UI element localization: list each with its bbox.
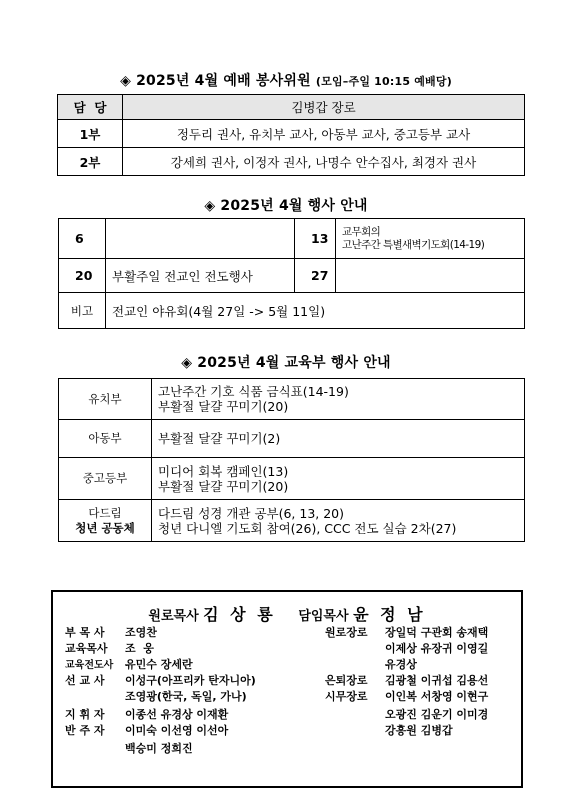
staff-role: 선 교 사 <box>65 674 105 687</box>
staff-row <box>65 706 228 722</box>
service-row-label: 2부 <box>58 148 123 176</box>
dept-event-line: 부활절 달걀 꾸미기(2) <box>158 431 281 446</box>
service-row-label: 1부 <box>58 120 123 148</box>
event-desc-line: 고난주간 특별새벽기도회(14-19) <box>342 238 485 251</box>
event-day: 27 <box>295 259 336 293</box>
dept-events <box>152 458 525 500</box>
event-day: 6 <box>59 219 106 259</box>
section-title-education <box>0 352 572 372</box>
section-title-service <box>0 70 572 90</box>
diamond-marker-icon: ◈ <box>181 355 193 371</box>
staff-row <box>65 722 228 738</box>
staff-names: 이종선 유경상 이재환 <box>125 708 229 721</box>
staff-row <box>325 722 453 738</box>
staff-names: 강흥원 김병갑 <box>385 724 453 737</box>
senior-pastor-name: 윤 정 남 <box>353 605 426 624</box>
table-row <box>59 219 525 259</box>
service-title: 2025년 4월 예배 봉사위원 <box>136 73 311 89</box>
dept-label: 중고등부 <box>59 458 152 500</box>
event-desc-line: 교무회의 <box>342 225 381 238</box>
events-title: 2025년 4월 행사 안내 <box>220 198 368 214</box>
table-row <box>59 259 525 293</box>
table-row <box>59 458 525 500</box>
staff-row <box>325 640 488 656</box>
staff-role: 교육전도사 <box>65 660 114 671</box>
staff-role: 원로장로 <box>325 626 368 639</box>
dept-event-line: 청년 다니엘 기도회 참여(26), CCC 전도 실습 2차(27) <box>158 520 457 536</box>
table-row <box>59 293 525 329</box>
service-row-value: 정두리 권사, 유치부 교사, 아동부 교사, 중고등부 교사 <box>123 120 525 148</box>
service-row-value: 강세희 권사, 이정자 권사, 나명수 안수집사, 최경자 권사 <box>123 148 525 176</box>
event-day: 13 <box>295 219 336 259</box>
event-desc <box>336 259 525 293</box>
header-value: 김병갑 장로 <box>123 95 525 120</box>
section-title-events <box>0 195 572 215</box>
staff-names: 이미숙 이선영 이선아 <box>125 724 229 737</box>
table-row <box>59 420 525 458</box>
event-desc <box>106 219 295 259</box>
table-row <box>59 379 525 420</box>
staff-row <box>325 656 417 672</box>
event-desc <box>336 219 525 259</box>
education-title: 2025년 4월 교육부 행사 안내 <box>197 355 391 371</box>
dept-label: 유치부 <box>59 379 152 420</box>
staff-names: 이인복 서창영 이현구 <box>385 690 489 703</box>
staff-names: 유민수 장세란 <box>125 658 193 671</box>
senior-pastor-label: 담임목사 <box>298 609 349 624</box>
events-table <box>58 218 525 329</box>
staff-row <box>65 740 193 756</box>
event-day: 20 <box>59 259 106 293</box>
table-row <box>58 148 525 176</box>
staff-names: 이성구(아프리카 탄자니아) <box>125 674 256 687</box>
note-value: 전교인 야유회(4월 27일 -> 5월 11일) <box>106 293 525 329</box>
staff-row <box>325 672 488 688</box>
dept-label <box>59 500 152 542</box>
staff-names: 장일덕 구관회 송재택 <box>385 626 489 639</box>
senior-emeritus-name: 김 상 룡 <box>203 605 276 624</box>
dept-label-line: 다드림 <box>88 505 122 520</box>
staff-row <box>325 624 488 640</box>
staff-row <box>325 688 488 704</box>
service-table <box>57 94 525 176</box>
table-row <box>59 500 525 542</box>
senior-emeritus-label: 원로목사 <box>148 609 199 624</box>
staff-names: 조영광(한국, 독일, 가나) <box>125 690 247 703</box>
staff-row <box>65 656 193 672</box>
dept-events <box>152 500 525 542</box>
dept-event-line: 고난주간 기호 식품 금식표(14-19) <box>158 384 349 399</box>
staff-role: 부 목 사 <box>65 626 105 639</box>
dept-event-line: 미디어 회복 캠페인(13) <box>158 463 289 479</box>
education-table <box>58 378 525 542</box>
staff-role: 반 주 자 <box>65 724 105 737</box>
staff-names: 조 웅 <box>125 642 154 655</box>
header-label: 담 당 <box>58 95 123 120</box>
dept-label-line: 청년 공동체 <box>75 520 135 535</box>
staff-heading <box>53 602 521 625</box>
staff-row <box>65 688 247 704</box>
staff-names: 백승미 정희진 <box>125 742 193 755</box>
service-header-row <box>58 95 525 120</box>
staff-role: 은퇴장로 <box>325 674 368 687</box>
staff-box <box>51 590 523 788</box>
staff-row <box>65 624 157 640</box>
staff-names: 김광철 이귀섭 김용선 <box>385 674 489 687</box>
staff-row <box>65 640 154 656</box>
staff-role: 시무장로 <box>325 690 368 703</box>
event-desc: 부활주일 전교인 전도행사 <box>106 259 295 293</box>
diamond-marker-icon: ◈ <box>120 73 132 89</box>
note-label: 비고 <box>59 293 106 329</box>
staff-names: 조영찬 <box>125 626 157 639</box>
service-meeting-note: (모임–주일 10:15 예배당) <box>315 75 452 88</box>
staff-row <box>325 706 488 722</box>
dept-events <box>152 379 525 420</box>
staff-role: 교육목사 <box>65 642 108 655</box>
dept-event-line: 다드림 성경 개관 공부(6, 13, 20) <box>158 505 345 521</box>
staff-names: 오광진 김운기 이미경 <box>385 708 489 721</box>
staff-row <box>65 672 256 688</box>
staff-role: 지 휘 자 <box>65 708 105 721</box>
dept-events <box>152 420 525 458</box>
table-row <box>58 120 525 148</box>
dept-label: 아동부 <box>59 420 152 458</box>
diamond-marker-icon: ◈ <box>204 198 216 214</box>
dept-event-line: 부활절 달걀 꾸미기(20) <box>158 399 289 414</box>
staff-names: 이제상 유장귀 이영길 <box>385 642 489 655</box>
staff-names: 유경상 <box>385 658 417 671</box>
dept-event-line: 부활절 달걀 꾸미기(20) <box>158 478 289 494</box>
